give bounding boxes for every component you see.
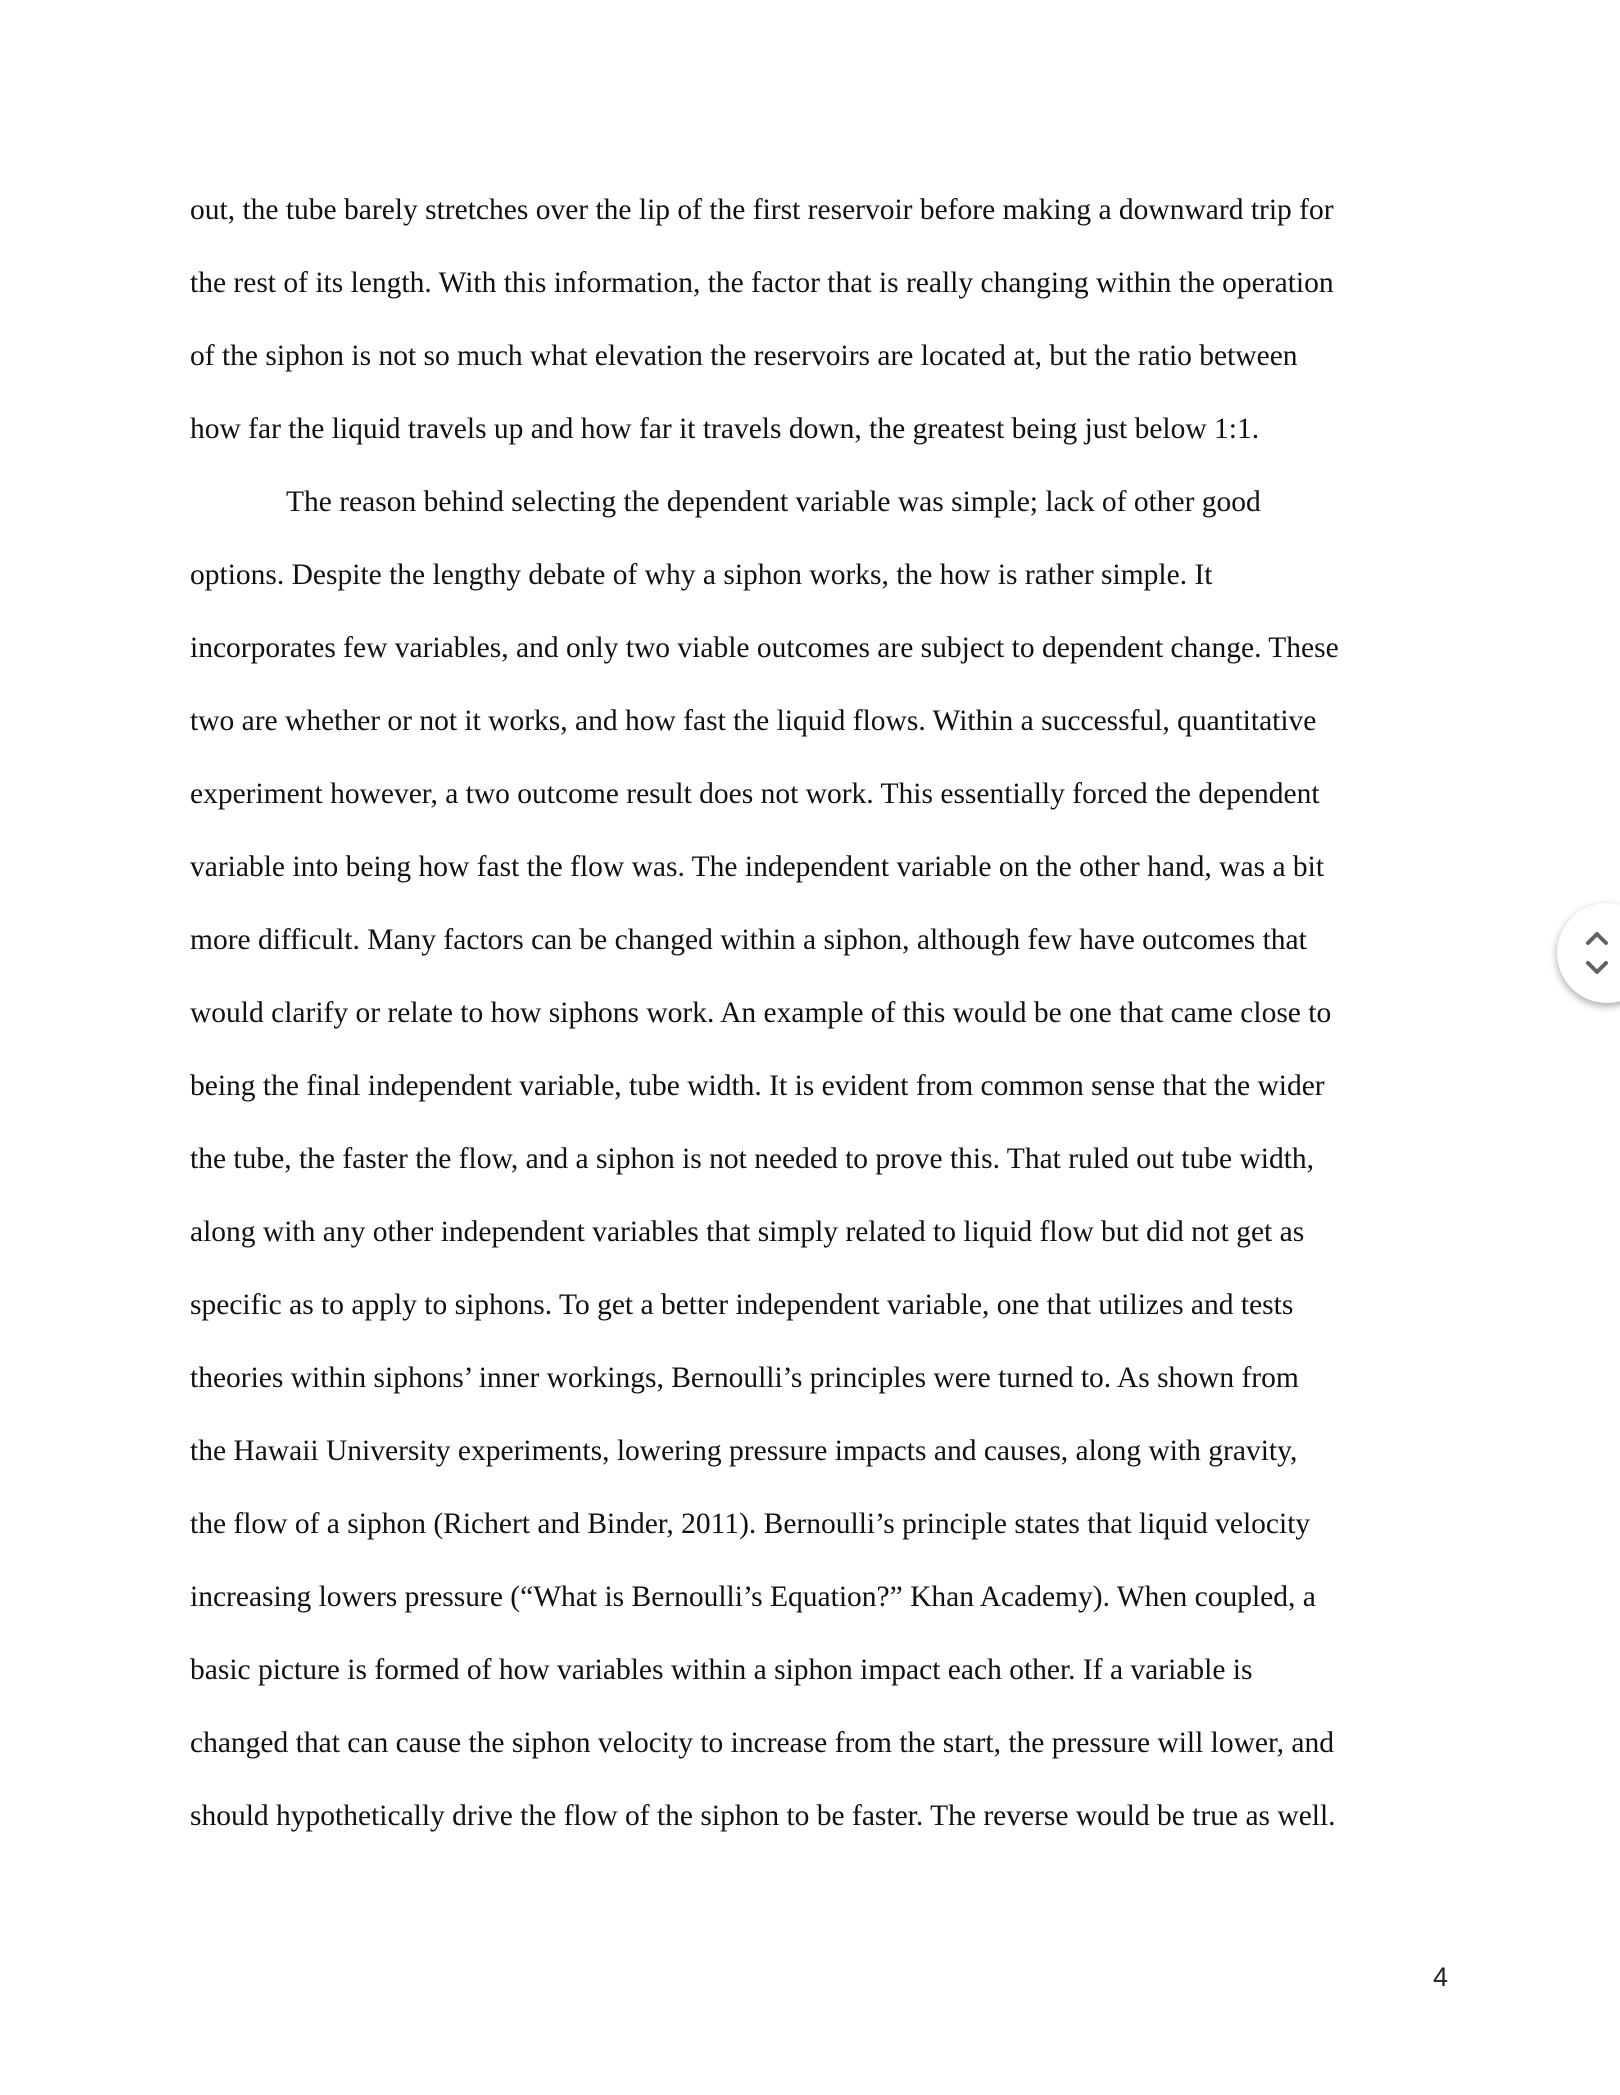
scroll-up-button[interactable]	[1583, 926, 1611, 950]
text-line: the flow of a siphon (Richert and Binder, 2011). Bernoulli’s principle states that liquid velocity	[190, 1508, 1311, 1540]
paragraph-first-line: The reason behind selecting the dependent variable was simple; lack of other good	[286, 486, 1261, 518]
text-line: of the siphon is not so much what elevation the reservoirs are located at, but the ratio between	[190, 340, 1298, 372]
text-line: would clarify or relate to how siphons work. An example of this would be one that came close to	[190, 997, 1332, 1029]
text-line: variable into being how fast the flow was. The independent variable on the other hand, was a bit	[190, 851, 1325, 883]
chevron-up-icon	[1583, 926, 1611, 950]
chevron-down-icon	[1583, 956, 1611, 980]
page-scroll-control	[1557, 903, 1620, 1003]
text-line: incorporates few variables, and only two viable outcomes are subject to dependent change. These	[190, 632, 1339, 664]
text-line: changed that can cause the siphon velocity to increase from the start, the pressure will lower, and	[190, 1727, 1335, 1759]
text-line: the rest of its length. With this information, the factor that is really changing within the operation	[190, 267, 1334, 299]
text-line: being the final independent variable, tube width. It is evident from common sense that the wider	[190, 1070, 1325, 1102]
scroll-down-button[interactable]	[1583, 956, 1611, 980]
body-text	[190, 183, 1440, 1862]
text-line: out, the tube barely stretches over the lip of the first reservoir before making a downward trip for	[190, 194, 1334, 226]
text-line: specific as to apply to siphons. To get a better independent variable, one that utilizes and tests	[190, 1289, 1294, 1321]
text-line: more difficult. Many factors can be changed within a siphon, although few have outcomes that	[190, 924, 1307, 956]
text-line: increasing lowers pressure (“What is Bernoulli’s Equation?” Khan Academy). When coupled, a	[190, 1581, 1316, 1613]
text-line: options. Despite the lengthy debate of why a siphon works, the how is rather simple. It	[190, 559, 1213, 591]
text-line: basic picture is formed of how variables within a siphon impact each other. If a variable is	[190, 1654, 1253, 1686]
text-line: two are whether or not it works, and how fast the liquid flows. Within a successful, quantitative	[190, 705, 1317, 737]
page-number: 4	[1432, 1962, 1448, 1992]
text-line: how far the liquid travels up and how far it travels down, the greatest being just below 1:1.	[190, 413, 1260, 445]
text-line: the Hawaii University experiments, lowering pressure impacts and causes, along with gravity,	[190, 1435, 1298, 1467]
text-line: should hypothetically drive the flow of the siphon to be faster. The reverse would be true as well.	[190, 1800, 1336, 1832]
text-line: experiment however, a two outcome result does not work. This essentially forced the dependent	[190, 778, 1320, 810]
text-line: the tube, the faster the flow, and a siphon is not needed to prove this. That ruled out tube width,	[190, 1143, 1315, 1175]
text-line: theories within siphons’ inner workings, Bernoulli’s principles were turned to. As shown from	[190, 1362, 1299, 1394]
text-line: along with any other independent variables that simply related to liquid flow but did not get as	[190, 1216, 1305, 1248]
